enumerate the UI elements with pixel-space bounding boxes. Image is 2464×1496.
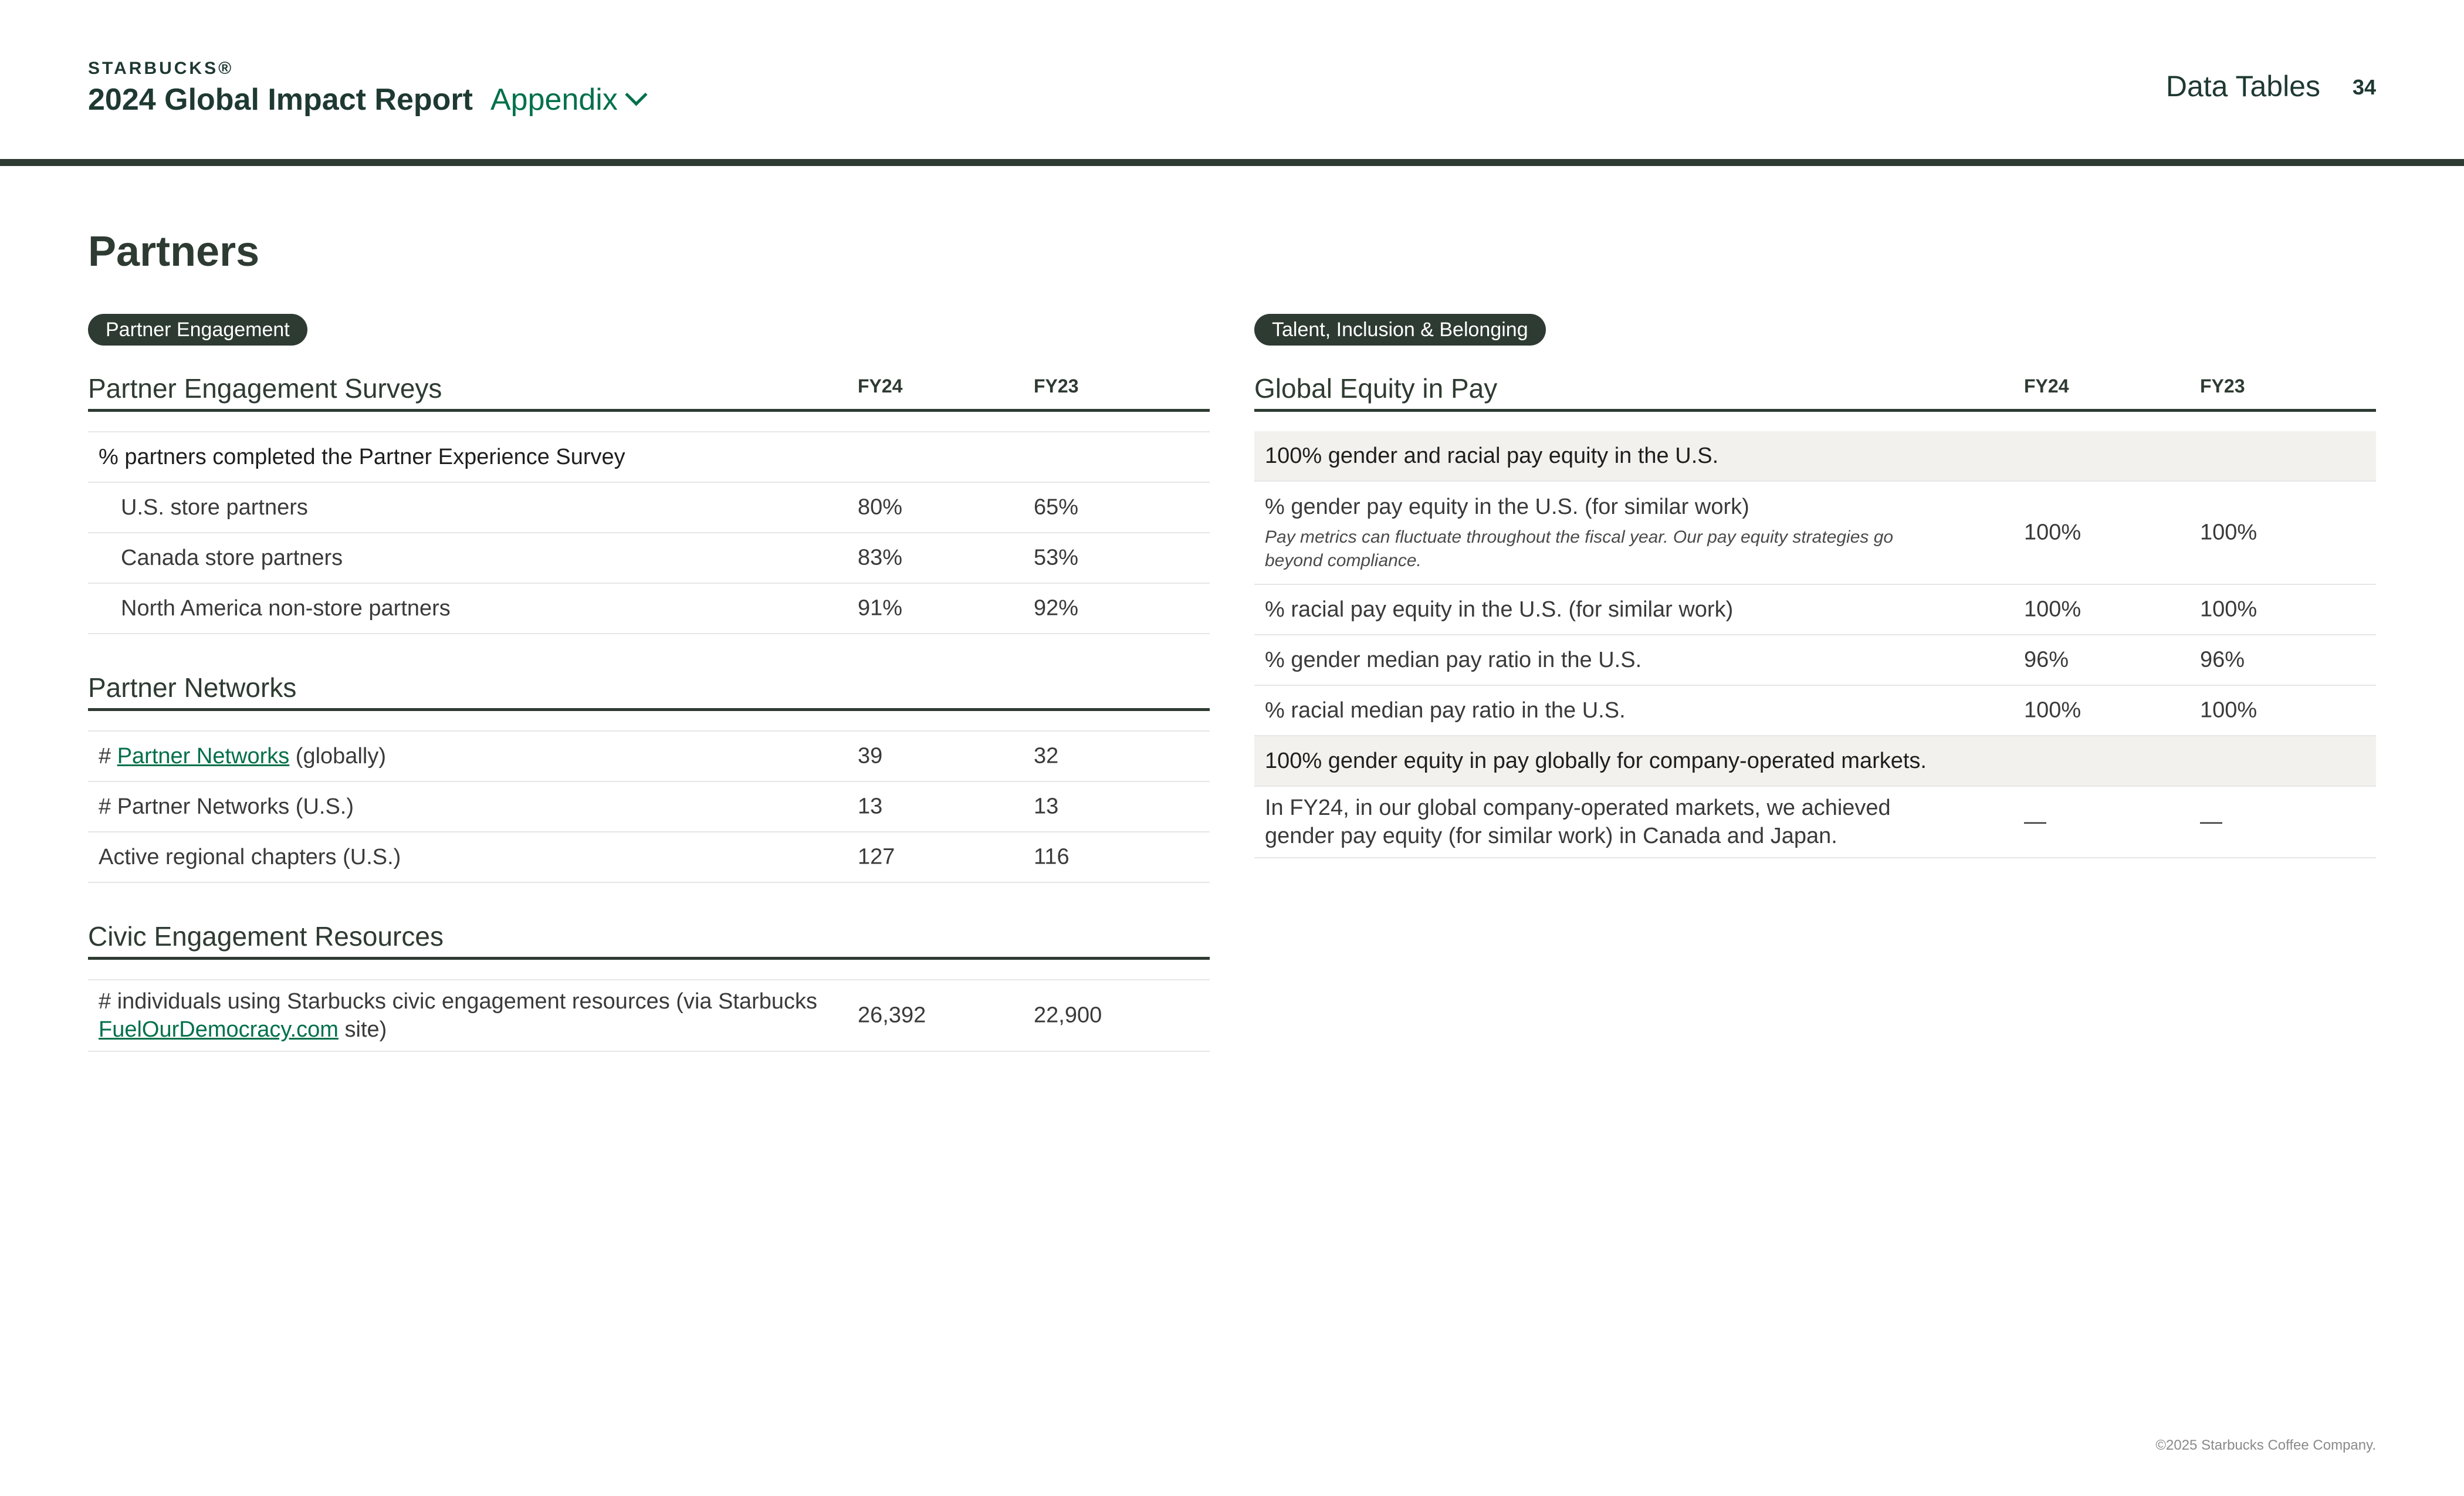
row-label-suffix: site) xyxy=(338,1017,387,1042)
table-spacer xyxy=(1254,412,2376,431)
fy24-value: 39 xyxy=(858,743,883,769)
row-label-suffix: (globally) xyxy=(289,744,386,769)
fy23-value: 92% xyxy=(1034,595,1079,621)
fy24-value: 100% xyxy=(2024,698,2081,723)
page-title: Partners xyxy=(88,228,260,275)
table-row xyxy=(88,483,1210,533)
civic-table-header xyxy=(88,911,1210,960)
table-row xyxy=(88,533,1210,584)
survey-group-row xyxy=(88,432,1210,483)
page-header xyxy=(88,59,2376,123)
chevron-down-icon xyxy=(625,83,647,106)
pay-group-row xyxy=(1254,736,2376,787)
appendix-dropdown[interactable] xyxy=(490,82,644,117)
fy24-value: 127 xyxy=(858,844,895,869)
fy23-value: 65% xyxy=(1034,495,1079,520)
fuel-our-democracy-link[interactable]: FuelOurDemocracy.com xyxy=(99,1017,339,1042)
fy23-value: 53% xyxy=(1034,545,1079,570)
row-label: U.S. store partners xyxy=(121,495,308,520)
page-number: 34 xyxy=(2352,75,2376,99)
table-row xyxy=(88,980,1210,1052)
pay-metrics-note: Pay metrics can fluctuate throughout the fiscal year. Our pay equity strategies go beyond compliance. xyxy=(1265,527,1894,570)
row-label: Active regional chapters (U.S.) xyxy=(99,845,401,869)
fy24-value: 26,392 xyxy=(858,1003,926,1028)
pay-group-label: 100% gender equity in pay globally for company-operated markets. xyxy=(1265,749,1927,773)
table-row xyxy=(1254,686,2376,736)
appendix-label: Appendix xyxy=(490,83,618,117)
row-label: % gender median pay ratio in the U.S. xyxy=(1265,648,1642,672)
pay-group-row xyxy=(1254,431,2376,482)
fy23-header: FY23 xyxy=(2200,375,2245,397)
fy23-value: 116 xyxy=(1034,844,1069,869)
civic-table-title: Civic Engagement Resources xyxy=(88,921,444,952)
fy23-value: 32 xyxy=(1034,743,1059,769)
networks-table-header xyxy=(88,662,1210,711)
pay-equity-table-header xyxy=(1254,363,2376,412)
table-spacer xyxy=(88,711,1210,732)
copyright-footer: ©2025 Starbucks Coffee Company. xyxy=(2155,1437,2376,1453)
surveys-table-title: Partner Engagement Surveys xyxy=(88,373,442,404)
row-label: # Partner Networks (U.S.) xyxy=(99,794,354,819)
row-label-prefix: # individuals using Starbucks civic engagement resources (via Starbucks xyxy=(99,989,818,1014)
pay-equity-table-title: Global Equity in Pay xyxy=(1254,373,1498,404)
table-row xyxy=(88,732,1210,782)
fy24-value: 91% xyxy=(858,595,903,621)
partner-networks-link[interactable]: Partner Networks xyxy=(117,744,290,769)
table-spacer xyxy=(88,960,1210,980)
table-row xyxy=(88,782,1210,832)
table-row xyxy=(1254,482,2376,585)
table-spacer xyxy=(88,412,1210,432)
row-label: % racial pay equity in the U.S. (for similar work) xyxy=(1265,597,1734,622)
fy23-value: 96% xyxy=(2200,647,2245,672)
row-label xyxy=(1265,493,1992,573)
row-label xyxy=(99,742,826,770)
fy23-value: 100% xyxy=(2200,698,2257,723)
fy24-header: FY24 xyxy=(858,375,903,397)
fy23-value: 100% xyxy=(2200,520,2257,545)
surveys-table-header xyxy=(88,363,1210,412)
header-divider xyxy=(0,159,2464,166)
row-label-prefix: # xyxy=(99,744,117,769)
fy24-value: 100% xyxy=(2024,597,2081,622)
row-label: In FY24, in our global company-operated markets, we achieved gender pay equity (for similar work) in Canada and Japan. xyxy=(1265,796,1891,848)
starbucks-logo: STARBUCKS® xyxy=(88,59,234,78)
row-label: North America non-store partners xyxy=(121,596,451,621)
fy24-value: 96% xyxy=(2024,647,2069,672)
fy24-header: FY24 xyxy=(2024,375,2069,397)
fy24-value: 80% xyxy=(858,495,903,520)
fy24-value: 100% xyxy=(2024,520,2081,545)
survey-group-label: % partners completed the Partner Experience Survey xyxy=(99,445,625,469)
row-label-text: % gender pay equity in the U.S. (for similar work) xyxy=(1265,495,1749,519)
row-label: % racial median pay ratio in the U.S. xyxy=(1265,698,1626,723)
fy23-value: 100% xyxy=(2200,597,2257,622)
table-row xyxy=(1254,635,2376,686)
fy23-value: — xyxy=(2200,809,2222,834)
fy23-value: 22,900 xyxy=(1034,1003,1102,1028)
pay-equity-column xyxy=(1254,314,2376,858)
fy23-value: 13 xyxy=(1034,794,1059,819)
table-row xyxy=(88,832,1210,883)
partner-engagement-column xyxy=(88,314,1210,1052)
report-title: 2024 Global Impact Report xyxy=(88,83,473,117)
talent-inclusion-pill: Talent, Inclusion & Belonging xyxy=(1254,314,1546,346)
section-label: Data Tables xyxy=(2165,70,2320,103)
pay-group-label: 100% gender and racial pay equity in the U.S. xyxy=(1265,444,1719,468)
table-row xyxy=(88,584,1210,634)
fy24-value: 13 xyxy=(858,794,883,819)
row-label: Canada store partners xyxy=(121,546,343,570)
fy24-value: — xyxy=(2024,809,2046,834)
table-row xyxy=(1254,787,2376,858)
fy24-value: 83% xyxy=(858,545,903,570)
partner-engagement-pill: Partner Engagement xyxy=(88,314,307,346)
networks-table-title: Partner Networks xyxy=(88,672,297,703)
table-row xyxy=(1254,585,2376,635)
row-label xyxy=(99,987,826,1044)
fy23-header: FY23 xyxy=(1034,375,1079,397)
